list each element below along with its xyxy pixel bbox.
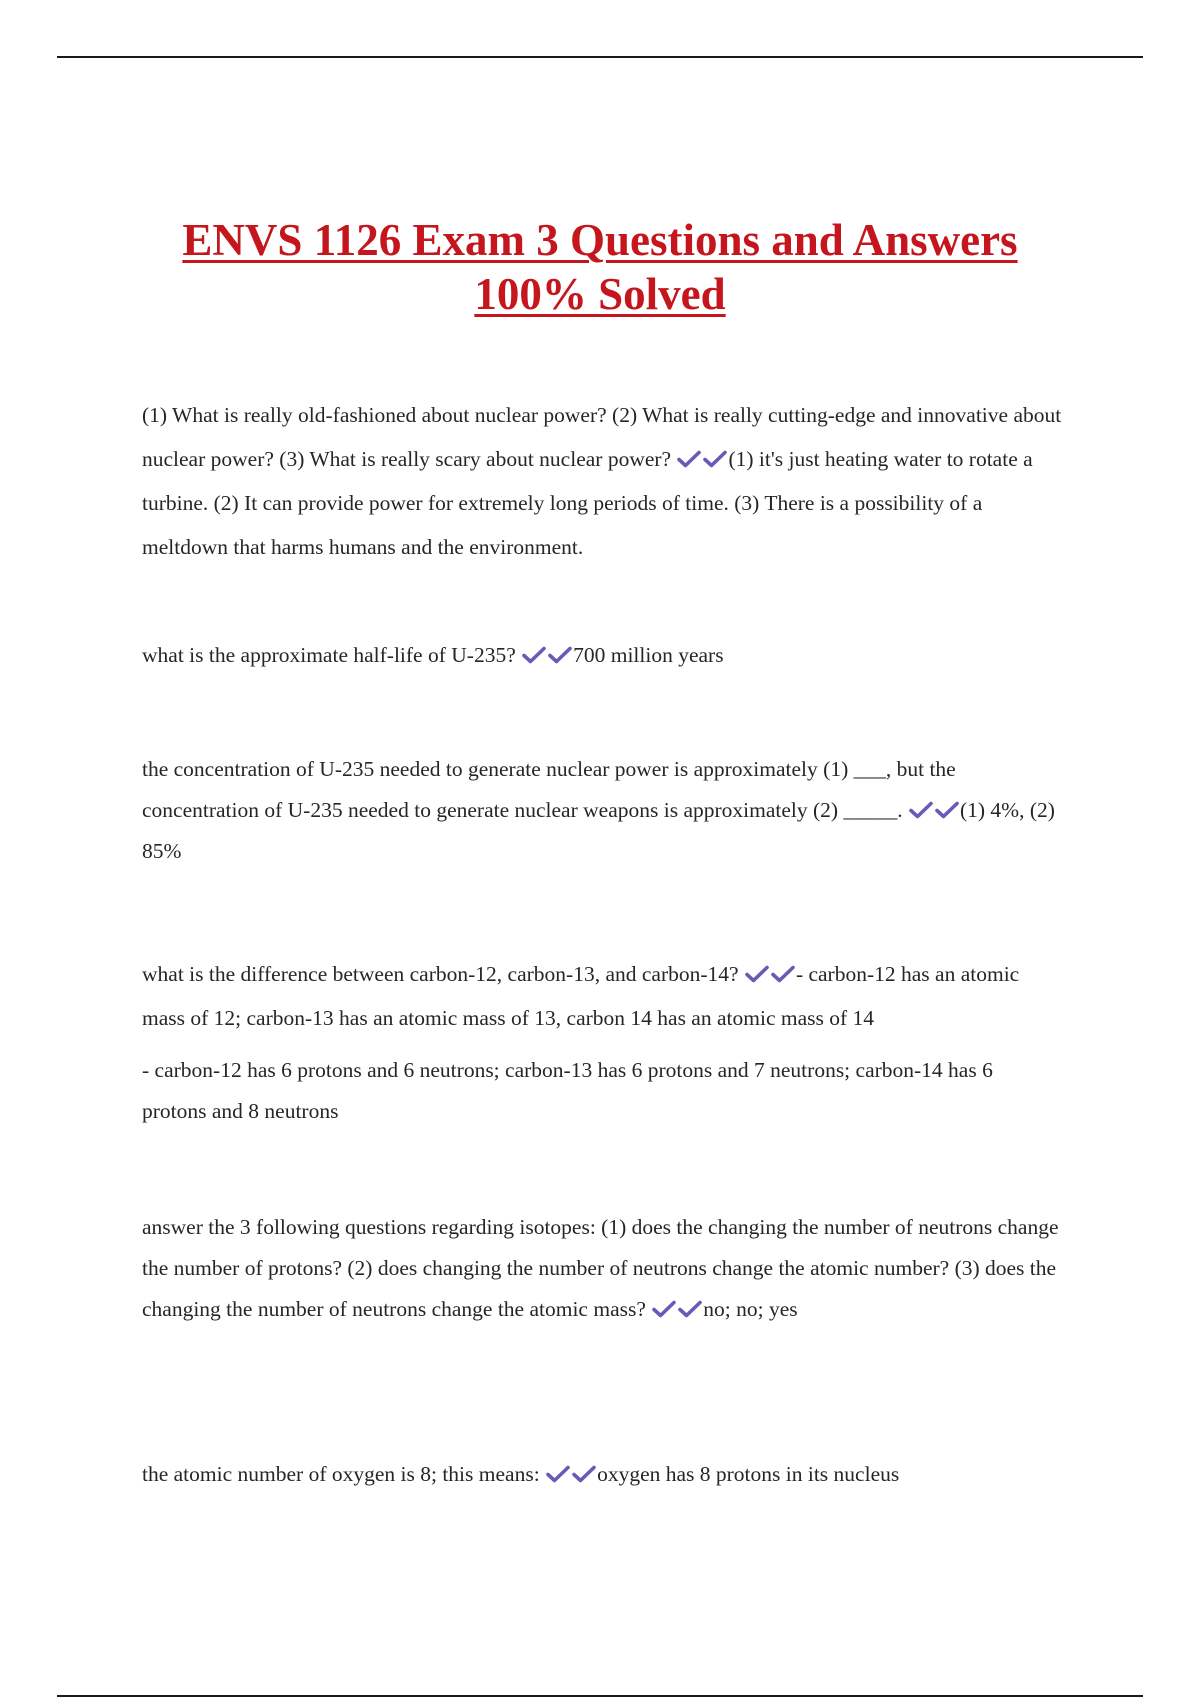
qa-item-2 xyxy=(142,633,1062,677)
answer-text: no; no; yes xyxy=(703,1297,798,1321)
page-title xyxy=(0,213,1200,321)
check-icon xyxy=(702,449,728,469)
check-icon xyxy=(547,645,573,665)
answer-text: - carbon-12 has an atomic mass of 12; carbon-13 has an atomic mass of 13, carbon 14 has an atomic mass of 14 xyxy=(142,962,1020,1030)
answer-text: 700 million years xyxy=(573,643,724,667)
qa-paragraph xyxy=(142,1207,1062,1330)
qa-item-1 xyxy=(142,393,1062,569)
qa-item-3 xyxy=(142,749,1062,872)
question-text: the atomic number of oxygen is 8; this means: xyxy=(142,1462,540,1486)
check-icon xyxy=(676,449,702,469)
question-text: answer the 3 following questions regarding isotopes: (1) does the changing the number of neutrons change the number of protons? (2) does changing the number of neutrons change the atomic number? (3) does the changing the number of neutrons change the atomic mass? xyxy=(142,1215,1059,1321)
qa-paragraph xyxy=(142,749,1062,872)
answer-continuation: - carbon-12 has 6 protons and 6 neutrons; carbon-13 has 6 protons and 7 neutrons; carbon-14 has 6 protons and 8 neutrons xyxy=(142,1058,993,1123)
answer-text: oxygen has 8 protons in its nucleus xyxy=(597,1462,900,1486)
question-text: the concentration of U-235 needed to generate nuclear power is approximately (1) ___, but the concentration of U-235 needed to generate nuclear weapons is approximately (2) _____. xyxy=(142,757,956,822)
question-text: what is the difference between carbon-12, carbon-13, and carbon-14? xyxy=(142,962,739,986)
answer-text: (1) it's just heating water to rotate a turbine. (2) It can provide power for extremely long periods of time. (3) There is a possibility of a meltdown that harms humans and the environment. xyxy=(142,447,1033,559)
qa-item-6 xyxy=(142,1452,1062,1496)
check-icon xyxy=(521,645,547,665)
qa-paragraph xyxy=(142,952,1062,1040)
question-text: what is the approximate half-life of U-235? xyxy=(142,643,516,667)
check-icon xyxy=(545,1464,571,1484)
top-rule xyxy=(57,56,1143,58)
qa-item-5 xyxy=(142,1207,1062,1330)
title-line-1: ENVS 1126 Exam 3 Questions and Answers xyxy=(182,215,1018,265)
bottom-rule xyxy=(57,1695,1143,1697)
question-text: (1) What is really old-fashioned about nuclear power? (2) What is really cutting-edge and innovative about nuclear power? (3) What is really scary about nuclear power? xyxy=(142,403,1062,471)
check-icon xyxy=(934,800,960,820)
check-icon xyxy=(908,800,934,820)
title-line-2: 100% Solved xyxy=(474,269,726,319)
qa-paragraph xyxy=(142,1452,1062,1496)
check-icon xyxy=(744,964,770,984)
check-icon xyxy=(651,1299,677,1319)
check-icon xyxy=(770,964,796,984)
qa-paragraph xyxy=(142,633,1062,677)
qa-item-4 xyxy=(142,952,1062,1132)
check-icon xyxy=(677,1299,703,1319)
answer-text: (1) 4%, (2) 85% xyxy=(142,798,1055,863)
qa-paragraph xyxy=(142,393,1062,569)
check-icon xyxy=(571,1464,597,1484)
